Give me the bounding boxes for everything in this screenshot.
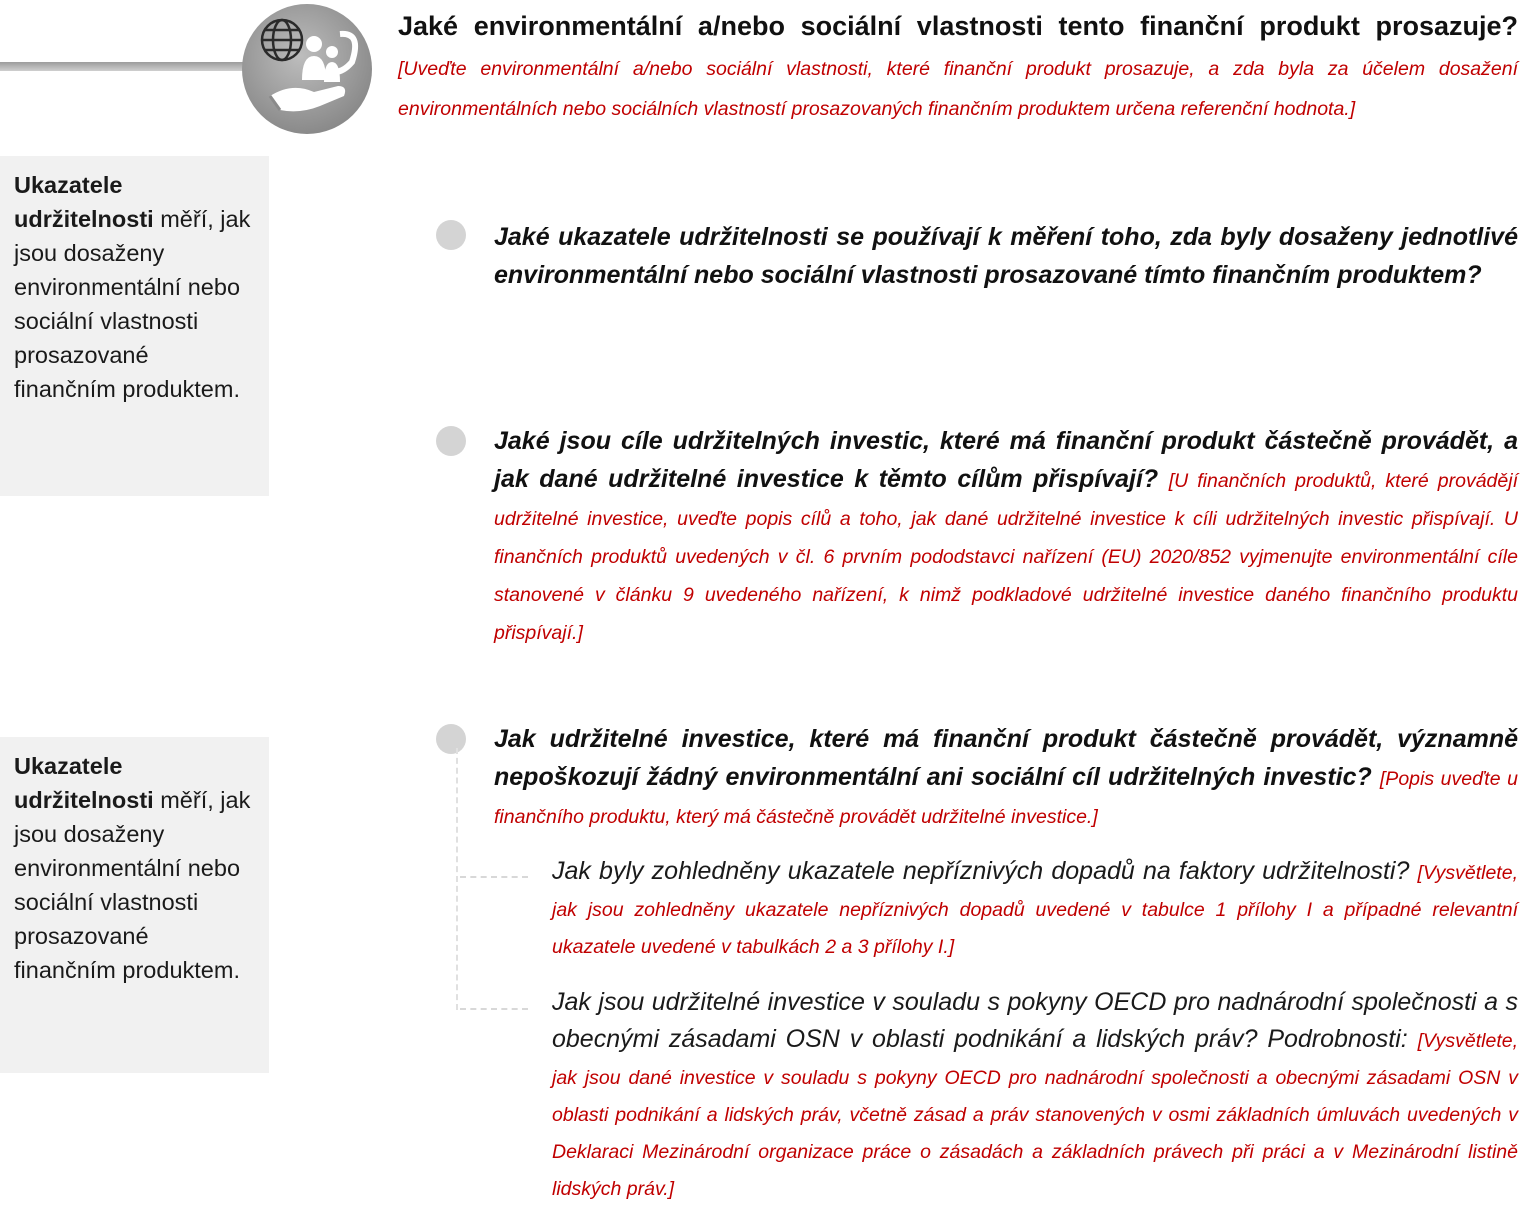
globe-people-hand-icon [240, 2, 374, 136]
tree-connector-dash [460, 1008, 528, 1010]
question-text: Jaké ukazatele udržitelnosti se používají k měření toho, zda byly dosaženy jednotlivé environmentální nebo sociální vlastnosti prosazované tímto finančním produktem? [494, 223, 1518, 289]
sidebar-note-box-2 [0, 737, 269, 1073]
header-rule [0, 62, 262, 71]
main-question-note: [Uveďte environmentální a/nebo sociální vlastnosti, které finanční produkt prosazuje, a zda byla za účelem dosažení environmentálních nebo sociálních vlastností prosazovaných finančním produktem určena referenční hodnota.] [398, 58, 1518, 120]
main-question-title: Jaké environmentální a/nebo sociální vlastnosti tento finanční produkt prosazuje? [398, 11, 1518, 41]
sidebar-note-text: měří, jak jsou dosaženy environmentální nebo sociální vlastnosti prosazované finančním produktem. [14, 787, 251, 983]
subquestion-note: [Vysvětlete, jak jsou zohledněny ukazatele nepříznivých dopadů uvedené v tabulce 1 přílohy I a případné relevantní ukazatele uvedené v tabulkách 2 a 3 přílohy I.] [552, 862, 1518, 958]
tree-connector-dash [460, 876, 528, 878]
question-text: Jaké jsou cíle udržitelných investic, které má finanční produkt částečně provádět, a jak dané udržitelné investice k těmto cílům přispívají? [494, 427, 1518, 493]
question-no-harm [494, 720, 1518, 834]
question-note: [U finančních produktů, které provádějí udržitelné investice, uveďte popis cílů a toho, jak dané udržitelné investice k cíli udržitelných investic přispívají. U finančních produktů uvedených v čl. 6 prvním pododstavci nařízení (EU) 2020/852 vyjmenujte environmentální cíle stanovené v článku 9 uvedeného nařízení, k nimž podkladové udržitelné investice daného finančního produktu přispívají.] [494, 470, 1518, 644]
subquestion-text: Jak byly zohledněny ukazatele nepříznivých dopadů na faktory udržitelnosti? [552, 857, 1410, 885]
bullet-icon [436, 220, 466, 250]
subquestion-note: [Vysvětlete, jak jsou dané investice v souladu s pokyny OECD pro nadnárodní společnosti a obecnými zásadami OSN v oblasti podnikání a lidských práv, včetně zásad a práv stanovených v osmi základních úmluvách uvedených v Deklaraci Mezinárodní organizace práce o zásadách a základních právech při práci a v Mezinárodní listině lidských práv.] [552, 1030, 1519, 1200]
subquestion-text: Jak jsou udržitelné investice v souladu s pokyny OECD pro nadnárodní společnosti a s obecnými zásadami OSN v oblasti podnikání a lidských práv? Podrobnosti: [552, 988, 1518, 1053]
sidebar-note-term: Ukazatele udržitelnosti [14, 753, 154, 813]
question-text: Jak udržitelné investice, které má finanční produkt částečně provádět, významně nepoškozují žádný environmentální ani sociální cíl udržitelných investic? [494, 725, 1518, 791]
question-indicators [494, 218, 1518, 294]
question-objectives [494, 422, 1518, 650]
sidebar-note-text: měří, jak jsou dosaženy environmentální nebo sociální vlastnosti prosazované finančním produktem. [14, 206, 251, 402]
subquestion-oecd-alignment [552, 984, 1518, 1206]
bullet-icon [436, 426, 466, 456]
bullet-icon [436, 724, 466, 754]
sidebar-note-box-1 [0, 156, 269, 496]
subquestion-adverse-impacts [552, 853, 1518, 964]
sidebar-note-term: Ukazatele udržitelnosti [14, 172, 154, 232]
tree-connector-line [456, 748, 458, 1010]
question-note: [Popis uveďte u finančního produktu, který má částečně provádět udržitelné investice.] [494, 768, 1518, 828]
main-question [398, 6, 1518, 126]
